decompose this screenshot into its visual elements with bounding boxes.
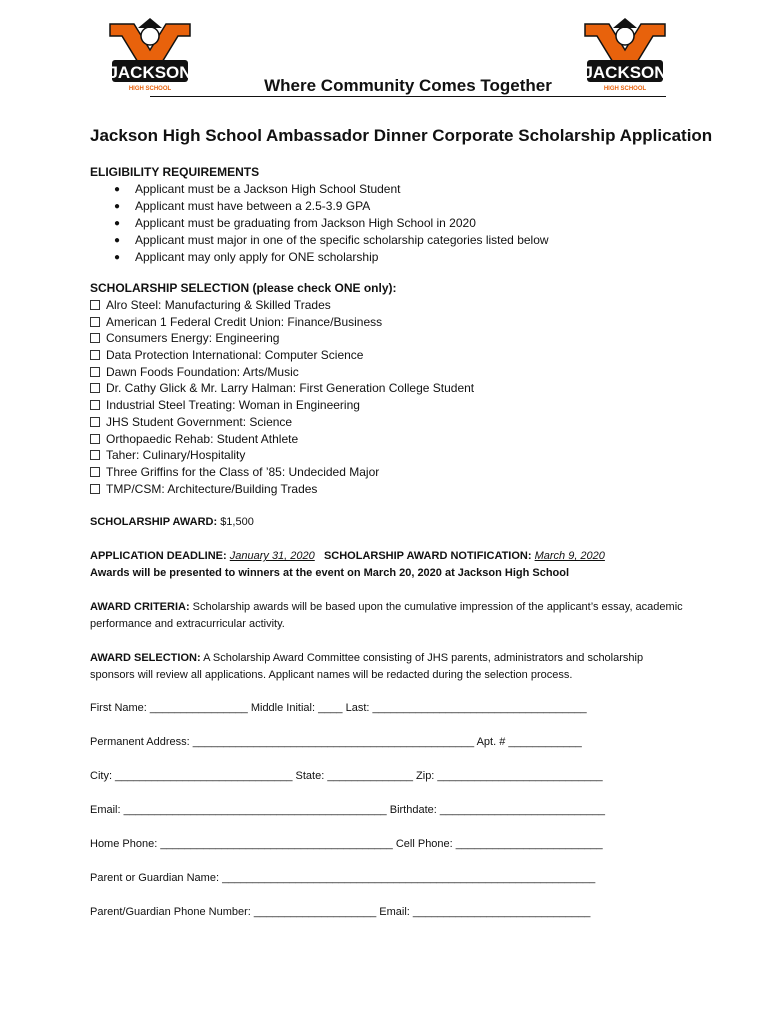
list-item: ● Applicant may only apply for ONE scholarship [114, 250, 379, 264]
list-item: ● Applicant must be a Jackson High School Student [114, 182, 401, 196]
list-item: ● Applicant must be graduating from Jackson High School in 2020 [114, 216, 476, 230]
checkbox-icon[interactable] [90, 367, 100, 377]
city-state-zip-fields[interactable]: City: _____________________________ State: ______________ Zip: ___________________________ [90, 770, 603, 783]
scholarship-option[interactable]: Data Protection International: Computer Science [90, 347, 690, 364]
checkbox-icon[interactable] [90, 300, 100, 310]
checkbox-icon[interactable] [90, 400, 100, 410]
list-item: ● Applicant must have between a 2.5-3.9 GPA [114, 199, 371, 213]
name-fields[interactable]: First Name: ________________ Middle Initial: ____ Last: ___________________________________ [90, 702, 587, 715]
checkbox-icon[interactable] [90, 350, 100, 360]
scholarship-option[interactable]: Taher: Culinary/Hospitality [90, 447, 690, 464]
logo-text: JACKSON [583, 63, 667, 82]
document-body [90, 165, 690, 939]
deadline-date: January 31, 2020 [229, 550, 315, 563]
checkbox-icon[interactable] [90, 484, 100, 494]
email-birthdate-fields[interactable]: Email: ___________________________________________ Birthdate: ___________________________ [90, 804, 606, 817]
logo-subtext: HIGH SCHOOL [128, 86, 172, 92]
deadline-line: APPLICATION DEADLINE: January 31, 2020 SCHOLARSHIP AWARD NOTIFICATION: March 9, 2020 [90, 550, 605, 563]
logo-text: JACKSON [108, 63, 192, 82]
scholarship-option[interactable]: American 1 Federal Credit Union: Finance/Business [90, 314, 690, 331]
award-selection: AWARD SELECTION: A Scholarship Award Committee consisting of JHS parents, administrators and scholarship sponsors will review all applications. Applicant names will be redacted during the selection process. [90, 652, 644, 682]
guardian-contact-fields[interactable]: Parent/Guardian Phone Number: ____________________ Email: _____________________________ [90, 906, 591, 919]
checkbox-icon[interactable] [90, 434, 100, 444]
notification-date: March 9, 2020 [534, 550, 605, 563]
scholarship-option[interactable]: Three Griffins for the Class of ’85: Undecided Major [90, 464, 690, 481]
scholarship-option[interactable]: JHS Student Government: Science [90, 414, 690, 431]
guardian-name-field[interactable]: Parent or Guardian Name: _____________________________________________________________ [90, 872, 596, 885]
scholarship-option[interactable]: Dawn Foods Foundation: Arts/Music [90, 364, 690, 381]
scholarship-option[interactable]: Industrial Steel Treating: Woman in Engineering [90, 397, 690, 414]
eligibility-list [90, 181, 690, 266]
bullet-icon: ● [114, 235, 121, 246]
logo-subtext: HIGH SCHOOL [603, 86, 647, 92]
slogan-banner [150, 76, 666, 97]
checkbox-icon[interactable] [90, 383, 100, 393]
bullet-icon: ● [114, 252, 121, 263]
checkbox-icon[interactable] [90, 450, 100, 460]
bullet-icon: ● [114, 184, 121, 195]
bullet-icon: ● [114, 218, 121, 229]
checkbox-icon[interactable] [90, 317, 100, 327]
award-amount: SCHOLARSHIP AWARD: $1,500 [90, 516, 254, 529]
list-item: ● Applicant must major in one of the specific scholarship categories listed below [114, 233, 549, 247]
scholarship-option[interactable]: Consumers Energy: Engineering [90, 330, 690, 347]
checkbox-icon[interactable] [90, 417, 100, 427]
scholarship-option[interactable]: Orthopaedic Rehab: Student Athlete [90, 431, 690, 448]
slogan-text: Where Community Comes Together [264, 76, 552, 95]
page-title: Jackson High School Ambassador Dinner Corporate Scholarship Application [90, 126, 713, 145]
event-note: Awards will be presented to winners at the event on March 20, 2020 at Jackson High School [90, 567, 570, 580]
scholarship-options [90, 297, 690, 497]
scholarship-option[interactable]: TMP/CSM: Architecture/Building Trades [90, 481, 690, 498]
bullet-icon: ● [114, 201, 121, 212]
award-criteria: AWARD CRITERIA: Scholarship awards will be based upon the cumulative impression of the applicant’s essay, academic performance and extracurricular activity. [90, 601, 683, 631]
address-fields[interactable]: Permanent Address: ______________________________________________ Apt. # ____________ [90, 736, 582, 749]
checkbox-icon[interactable] [90, 467, 100, 477]
selection-heading: SCHOLARSHIP SELECTION (please check ONE only): [90, 281, 397, 295]
checkbox-icon[interactable] [90, 333, 100, 343]
scholarship-option[interactable]: Alro Steel: Manufacturing & Skilled Trades [90, 297, 690, 314]
scholarship-option[interactable]: Dr. Cathy Glick & Mr. Larry Halman: First Generation College Student [90, 380, 690, 397]
eligibility-heading: ELIGIBILITY REQUIREMENTS [90, 165, 260, 179]
phone-fields[interactable]: Home Phone: ______________________________________ Cell Phone: ________________________ [90, 838, 603, 851]
